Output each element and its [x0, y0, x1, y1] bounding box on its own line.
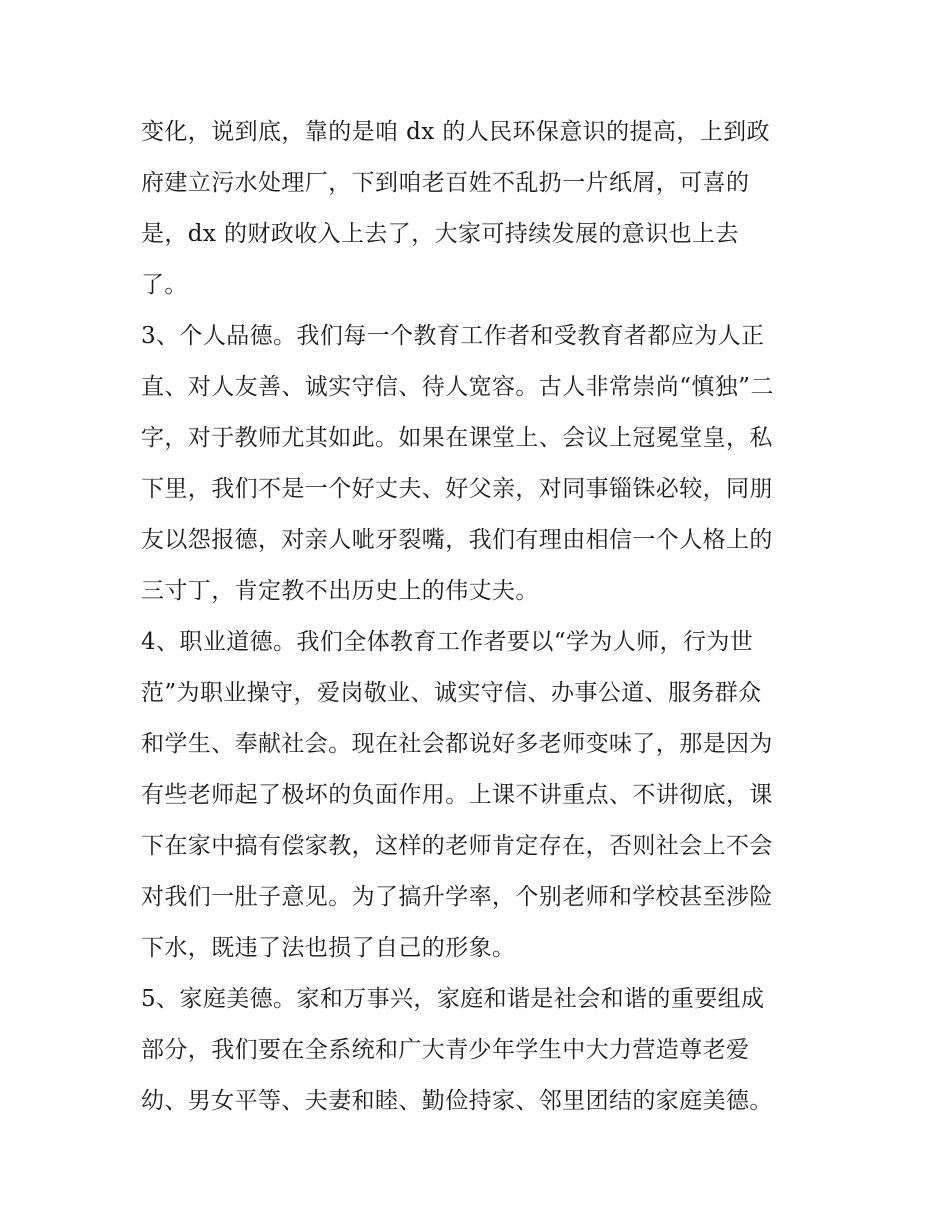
text-line: 对我们一肚子意见。为了搞升学率，个别老师和学校甚至涉险	[141, 884, 773, 910]
text-line: 3、个人品德。我们每一个教育工作者和受教育者都应为人正	[141, 323, 765, 349]
text-line: 幼、男女平等、夫妻和睦、勤俭持家、邻里团结的家庭美德。	[141, 1088, 773, 1114]
text-line: 下里，我们不是一个好丈夫、好父亲，对同事锱铢必较，同朋	[141, 476, 773, 502]
text-line: 府建立污水处理厂，下到咱老百姓不乱扔一片纸屑，可喜的	[141, 170, 750, 196]
text-line: 了。	[141, 272, 188, 298]
text-line: 是，dx 的财政收入上去了，大家可持续发展的意识也上去	[141, 221, 739, 247]
text-line: 字，对于教师尤其如此。如果在课堂上、会议上冠冕堂皇，私	[141, 425, 773, 451]
text-line: 有些老师起了极坏的负面作用。上课不讲重点、不讲彻底，课	[141, 782, 773, 808]
body-text	[141, 110, 821, 1130]
text-line: 下水，既违了法也损了自己的形象。	[141, 935, 516, 961]
text-line: 下在家中搞有偿家教，这样的老师肯定存在，否则社会上不会	[141, 833, 773, 859]
text-line: 部分，我们要在全系统和广大青少年学生中大力营造尊老爱	[141, 1037, 750, 1063]
text-line: 直、对人友善、诚实守信、待人宽容。古人非常崇尚“慎独”二	[141, 374, 774, 400]
text-line: 范”为职业操守，爱岗敬业、诚实守信、办事公道、服务群众	[141, 680, 762, 706]
text-line: 变化，说到底，靠的是咱 dx 的人民环保意识的提高，上到政	[141, 119, 770, 145]
text-line: 4、职业道德。我们全体教育工作者要以“学为人师，行为世	[141, 629, 754, 655]
text-line: 三寸丁，肯定教不出历史上的伟丈夫。	[141, 578, 539, 604]
text-line: 和学生、奉献社会。现在社会都说好多老师变味了，那是因为	[141, 731, 773, 757]
text-line: 友以怨报德，对亲人呲牙裂嘴，我们有理由相信一个人格上的	[141, 527, 773, 553]
text-line: 5、家庭美德。家和万事兴，家庭和谐是社会和谐的重要组成	[141, 986, 765, 1012]
